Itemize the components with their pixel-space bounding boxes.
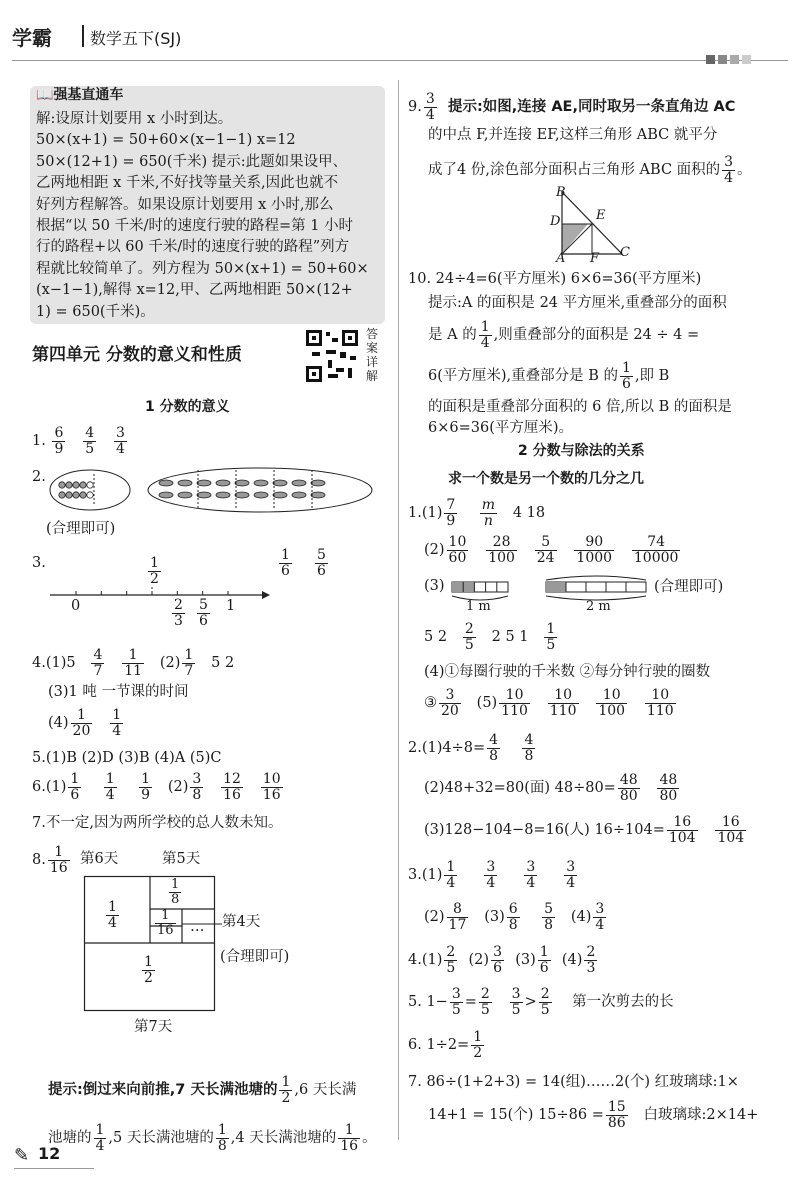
fish bbox=[159, 492, 173, 498]
q4-line2: (3)1 吨 一节课的时间 bbox=[48, 684, 189, 700]
label-D: D bbox=[550, 214, 561, 229]
q10-line4: 6(平方厘米),重叠部分是 B 的 $\frac{1}{6}$ ,即 B bbox=[428, 360, 670, 392]
label-F: F bbox=[590, 251, 600, 266]
fish bbox=[197, 492, 211, 498]
qr-label: 答案详解 bbox=[366, 327, 379, 383]
box-line: 50×(12+1) = 650(千米) 提示:此题如果设甲、 bbox=[36, 153, 348, 170]
frac-1-8: $\frac{1}{8}$ bbox=[171, 877, 180, 907]
section-2-title: 2 分数与除法的关系 bbox=[518, 443, 645, 459]
header-rule bbox=[12, 60, 788, 61]
section-2-subtitle: 求一个数是另一个数的几分之几 bbox=[448, 471, 644, 487]
q3: 3. bbox=[32, 555, 46, 571]
r1-line1: 1.(1) $\frac{7}{9}$ $\frac{m}{n}$ 4 18 bbox=[408, 497, 546, 529]
fish bbox=[254, 480, 268, 486]
page-number: 12 bbox=[38, 1144, 61, 1163]
strip-fill bbox=[546, 582, 566, 592]
r1-line2: (2) $\frac{10}{60}$ $\frac{28}{100}$ $\frac{5}{24}$ $\frac{90}{1000}$ $\frac{74}{10000}$ bbox=[424, 534, 679, 566]
r1-line4: 5 2 $\frac{2}{5}$ 2 5 1 $\frac{1}{5}$ bbox=[424, 621, 556, 653]
q7: 7.不一定,因为两所学校的总人数未知。 bbox=[32, 815, 283, 831]
r2-line2: (2)48+32=80(面) 48÷80= $\frac{48}{80}$ $\frac{48}{80}$ bbox=[424, 772, 678, 804]
hint8-line2: 池塘的 $\frac{1}{4}$ ,5 天长满池塘的 $\frac{1}{8}$ ,4 天长满池塘的 $\frac{1}{16}$ 。 bbox=[48, 1122, 377, 1154]
q10-line5: 的面积是重叠部分面积的 6 倍,所以 B 的面积是 bbox=[428, 399, 732, 415]
q3-frac-56: $\frac{5}{6}$ bbox=[199, 597, 208, 629]
fish bbox=[216, 480, 230, 486]
q9-line2: 的中点 F,并连接 EF,这样三角形 ABC 就平分 bbox=[428, 127, 718, 143]
day5-label: 第5天 bbox=[162, 851, 201, 867]
dot bbox=[87, 482, 93, 488]
fish bbox=[273, 480, 287, 486]
dot bbox=[80, 492, 86, 498]
fish bbox=[178, 480, 192, 486]
q6: 6.(1) $\frac{1}{6}$ $\frac{1}{4}$ $\frac{1}{9}$ (2) $\frac{3}{8}$ $\frac{12}{16}$ $\frac{10}{16}$ bbox=[32, 771, 281, 803]
header-subject: 数学五下(SJ) bbox=[90, 29, 182, 48]
fish bbox=[235, 492, 249, 498]
q3-frac-23: $\frac{2}{3}$ bbox=[174, 597, 183, 629]
unit-title: 第四单元 分数的意义和性质 bbox=[32, 345, 242, 365]
header-deco bbox=[706, 55, 715, 64]
section-1-title: 1 分数的意义 bbox=[145, 399, 230, 415]
day4-label: 第4天 bbox=[222, 914, 261, 930]
q4-line3: (4) $\frac{1}{20}$ $\frac{1}{4}$ bbox=[48, 707, 122, 739]
box-line: 根据“以 50 千米/时的速度行驶的路程=第 1 小时 bbox=[36, 218, 354, 234]
box-line: (x−1−1),解得 x=12,甲、乙两地相距 50×(12+ bbox=[36, 282, 353, 299]
q3-one: 1 bbox=[226, 598, 236, 614]
header-deco bbox=[718, 55, 727, 64]
r6: 6. 1÷2= $\frac{1}{2}$ bbox=[408, 1029, 483, 1061]
q5: 5.(1)B (2)D (3)B (4)A (5)C bbox=[32, 750, 222, 766]
fish bbox=[197, 480, 211, 486]
fish bbox=[311, 492, 325, 498]
day4-pointer bbox=[182, 922, 222, 926]
dot bbox=[87, 492, 93, 498]
header-deco bbox=[730, 55, 739, 64]
q2-note: (合理即可) bbox=[46, 521, 116, 537]
fish bbox=[254, 492, 268, 498]
q3-side: $\frac{1}{6}$ $\frac{5}{6}$ bbox=[281, 547, 326, 579]
column-divider bbox=[398, 80, 399, 1140]
box-line: 乙两地相距 x 千米,不好找等量关系,因此也就不 bbox=[36, 175, 339, 192]
r1-note: (合理即可) bbox=[654, 579, 724, 595]
fish bbox=[273, 492, 287, 498]
dots: … bbox=[190, 919, 205, 935]
day6-label: 第6天 bbox=[80, 851, 119, 867]
label-B: B bbox=[556, 185, 566, 200]
dot bbox=[73, 492, 79, 498]
frac-1-2: $\frac{1}{2}$ bbox=[144, 954, 153, 986]
q2-ovals-figure bbox=[48, 466, 378, 516]
fish bbox=[292, 480, 306, 486]
dot bbox=[59, 482, 65, 488]
qr-code-icon bbox=[304, 328, 360, 384]
pencil-icon: ✎ bbox=[14, 1145, 30, 1166]
r7-line2: 14+1 = 15(个) 15÷86 = $\frac{15}{86}$ 白玻璃球:2×14+ bbox=[428, 1099, 759, 1131]
q1: 1. $\frac{6}{9}$ $\frac{4}{5}$ $\frac{3}{4}$ bbox=[32, 425, 125, 457]
q10-line2: 提示:A 的面积是 24 平方厘米,重叠部分的面积 bbox=[428, 295, 727, 311]
q3-top-frac: $\frac{1}{2}$ bbox=[150, 555, 159, 587]
q10-line6: 6×6=36(平方厘米)。 bbox=[428, 420, 574, 436]
dot bbox=[59, 492, 65, 498]
fish bbox=[178, 492, 192, 498]
day7-label: 第7天 bbox=[134, 1019, 173, 1035]
box-line: 程就比较简单了。列方程为 50×(x+1) = 50+60× bbox=[36, 260, 369, 277]
q8: 8. $\frac{1}{16}$ bbox=[32, 844, 68, 876]
q9-line3: 成了4 份,涂色部分面积占三角形 ABC 面积的 $\frac{3}{4}$ 。 bbox=[428, 154, 752, 186]
pond-figure bbox=[84, 876, 219, 1016]
frac-1-16: $\frac{1}{16}$ bbox=[157, 908, 174, 938]
r5: 5. 1− $\frac{3}{5}$ = $\frac{2}{5}$ $\frac{3}{5}$ > $\frac{2}{5}$ 第一次剪去的长 bbox=[408, 986, 674, 1018]
r2-line1: 2.(1)4÷8= $\frac{4}{8}$ $\frac{4}{8}$ bbox=[408, 732, 534, 764]
footer-rule bbox=[14, 1168, 94, 1169]
label-E: E bbox=[596, 208, 606, 223]
fish bbox=[235, 480, 249, 486]
dot bbox=[66, 482, 72, 488]
r1-line6: ③ $\frac{3}{20}$ (5) $\frac{10}{110}$ $\frac{10}{110}$ $\frac{10}{100}$ $\frac{10}{110}$ bbox=[424, 687, 674, 719]
brand-logo: 学霸 bbox=[12, 26, 52, 50]
r2-line3: (3)128−104−8=16(人) 16÷104= $\frac{16}{104}$ $\frac{16}{104}$ bbox=[424, 814, 745, 846]
r4: 4.(1) $\frac{2}{5}$ (2) $\frac{3}{6}$ (3) $\frac{1}{6}$ (4) $\frac{2}{3}$ bbox=[408, 944, 596, 976]
box-line: 1) = 650(千米)。 bbox=[36, 303, 155, 320]
fish bbox=[159, 480, 173, 486]
book-icon: 📖 bbox=[36, 87, 54, 103]
q9-line1: 9. $\frac{3}{4}$ 提示:如图,连接 AE,同时取另一条直角边 AC bbox=[408, 91, 736, 123]
q10-line3: 是 A 的 $\frac{1}{4}$ ,则重叠部分的面积是 24 ÷ 4 = bbox=[428, 319, 700, 351]
fish bbox=[216, 492, 230, 498]
label-A: A bbox=[556, 251, 566, 266]
q2: 2. bbox=[32, 469, 46, 485]
r1-line3-label: (3) bbox=[424, 578, 445, 594]
header-separator bbox=[82, 25, 84, 47]
strip1-label: 1 m bbox=[466, 599, 491, 614]
dot bbox=[80, 482, 86, 488]
q3-zero: 0 bbox=[71, 598, 81, 614]
frac-1-4: $\frac{1}{4}$ bbox=[108, 899, 117, 931]
dot bbox=[66, 492, 72, 498]
r7-line1: 7. 86÷(1+2+3) = 14(组)……2(个) 红玻璃球:1× bbox=[408, 1074, 739, 1090]
hint8-line1: 提示:倒过来向前推,7 天长满池塘的 $\frac{1}{2}$ ,6 天长满 bbox=[48, 1074, 357, 1106]
header-deco bbox=[742, 55, 751, 64]
r3-line1: 3.(1) $\frac{1}{4}$ $\frac{3}{4}$ $\frac{3}{4}$ $\frac{3}{4}$ bbox=[408, 859, 576, 891]
q4-line1: 4.(1)5 $\frac{4}{7}$ $\frac{1}{11}$ (2) $\frac{1}{7}$ 5 2 bbox=[32, 647, 235, 679]
label-C: C bbox=[620, 245, 630, 260]
r1-line5: (4)①每圈行驶的千米数 ②每分钟行驶的圈数 bbox=[424, 664, 711, 680]
strip2-label: 2 m bbox=[586, 599, 611, 614]
r3-line2: (2) $\frac{8}{17}$ (3) $\frac{6}{8}$ $\frac{5}{8}$ (4) $\frac{3}{4}$ bbox=[424, 901, 605, 933]
box-line: 好列方程解答。如果设原计划要用 x 小时,那么 bbox=[36, 196, 334, 213]
fish bbox=[311, 480, 325, 486]
fish bbox=[292, 492, 306, 498]
box-line: 行的路程+以 60 千米/时的速度行驶的路程”列方 bbox=[36, 239, 350, 256]
brace bbox=[546, 576, 646, 580]
box-line: 解:设原计划要用 x 小时到达。 bbox=[36, 111, 233, 127]
q10-line1: 10. 24÷4=6(平方厘米) 6×6=36(平方厘米) bbox=[408, 271, 702, 287]
q8-note: (合理即可) bbox=[220, 949, 290, 965]
dot bbox=[73, 482, 79, 488]
box-line: 50×(x+1) = 50+60×(x−1−1) x=12 bbox=[36, 132, 296, 149]
box-title: 📖强基直通车 bbox=[36, 87, 124, 103]
